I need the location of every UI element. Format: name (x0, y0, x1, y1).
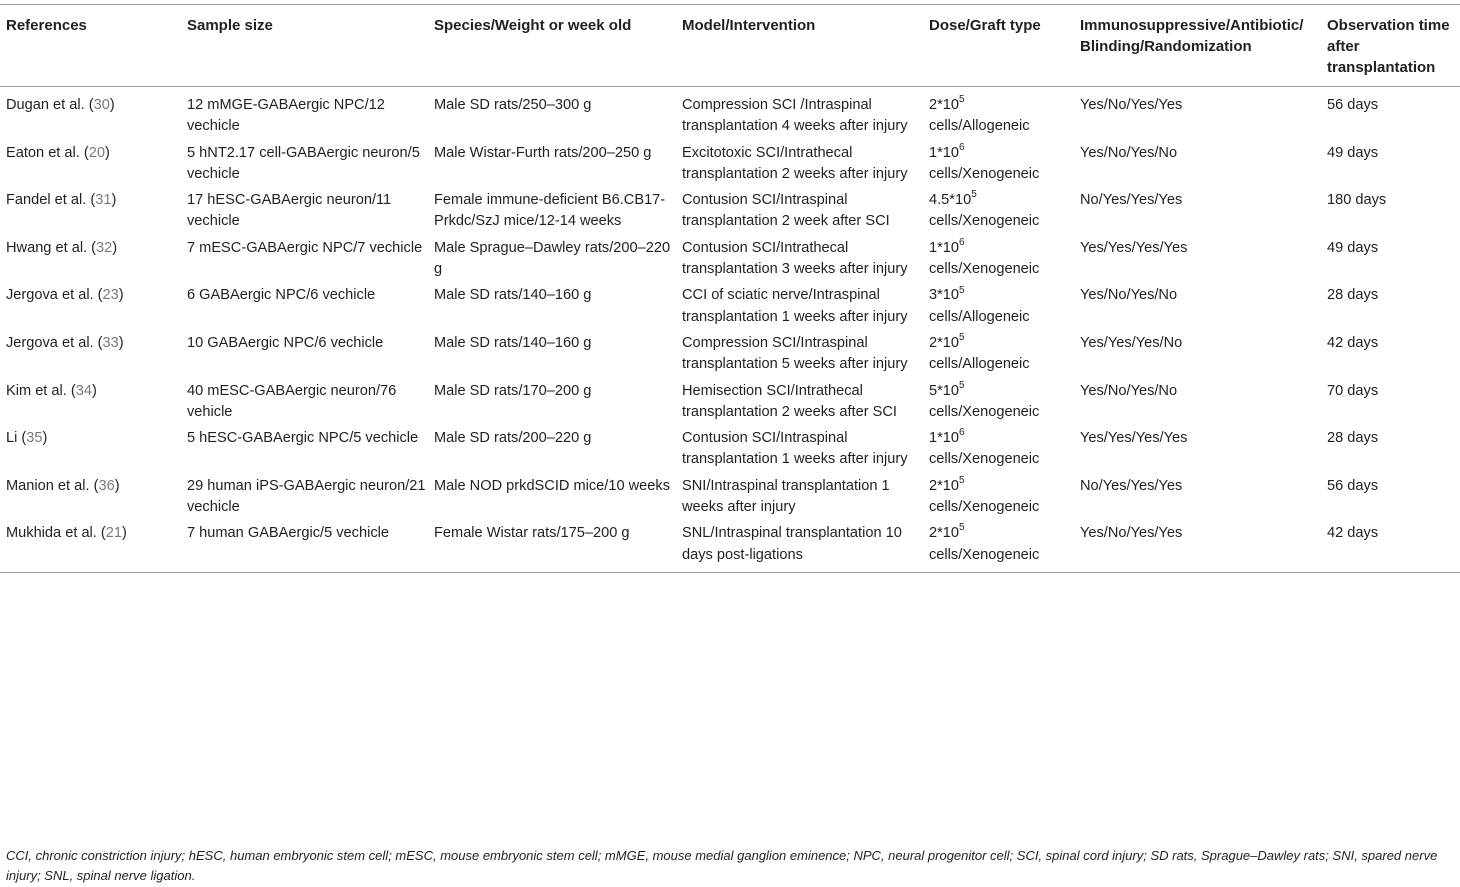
table-row (0, 285, 1460, 333)
dose-exponent: 5 (959, 284, 965, 296)
reference-number-link[interactable]: 32 (96, 239, 113, 256)
flags-cell: Yes/No/Yes/Yes (1080, 525, 1183, 542)
reference-number-link[interactable]: 20 (88, 144, 105, 161)
flags-cell: Yes/No/Yes/No (1080, 382, 1178, 399)
flags-cell: Yes/No/Yes/No (1080, 144, 1178, 161)
dose-base: 4.5*10 (929, 192, 972, 209)
reference-close: ) (104, 144, 110, 161)
table-row (0, 87, 1460, 143)
species-cell: Male SD rats/200–220 g (434, 430, 592, 447)
species-cell: Female Wistar rats/175–200 g (434, 525, 630, 542)
sample-size-cell: 6 GABAergic NPC/6 vechicle (187, 287, 376, 304)
reference-cell (0, 87, 181, 143)
dose-cell (923, 87, 1074, 143)
graft-type: cells/Xenogeneic (929, 499, 1040, 516)
reference-number-link[interactable]: 30 (93, 97, 110, 113)
reference-author: Fandel et al. ( (6, 192, 96, 209)
header-model: Model/Intervention (682, 17, 816, 34)
dose-cell (923, 476, 1074, 524)
model-cell: Contusion SCI/Intraspinal transplantation 1 weeks after injury (682, 430, 908, 468)
dose-exponent: 6 (959, 236, 965, 248)
observation-time-cell: 70 days (1327, 382, 1379, 399)
flags-cell: Yes/Yes/Yes/Yes (1080, 430, 1188, 447)
table-row (0, 143, 1460, 191)
reference-close: ) (111, 192, 117, 209)
reference-number-link[interactable]: 21 (105, 525, 123, 542)
table-footnote: CCI, chronic constriction injury; hESC, human embryonic stem cell; mESC, mouse embryonic stem cell; mMGE, mouse medial ganglion eminence; NPC, neural progenitor cell; SCI, spinal cord injury; SD rats, Sprague–Dawley rats; SNI, spared nerve injury; SNL, spinal nerve ligation. (6, 848, 1438, 883)
sample-size-cell: 40 mESC-GABAergic neuron/76 vehicle (187, 382, 397, 420)
dose-cell (923, 381, 1074, 429)
species-cell: Male SD rats/170–200 g (434, 382, 592, 399)
dose-exponent: 6 (959, 141, 965, 153)
reference-author: Dugan et al. ( (6, 97, 94, 113)
dose-cell (923, 143, 1074, 191)
graft-type: cells/Xenogeneic (929, 165, 1040, 182)
reference-author: Kim et al. ( (6, 382, 76, 399)
flags-cell: No/Yes/Yes/Yes (1080, 192, 1183, 209)
reference-number-link[interactable]: 23 (102, 287, 119, 304)
flags-cell: No/Yes/Yes/Yes (1080, 477, 1183, 494)
sample-size-cell: 17 hESC-GABAergic neuron/11 vechicle (187, 192, 392, 230)
species-cell: Male SD rats/140–160 g (434, 287, 592, 304)
reference-author: Eaton et al. ( (6, 144, 89, 161)
dose-base: 2*10 (929, 477, 960, 494)
table-header (0, 5, 1460, 87)
sample-size-cell: 29 human iPS-GABAergic neuron/21 vechicle (187, 477, 426, 516)
reference-cell (0, 428, 181, 476)
reference-cell (0, 523, 181, 572)
reference-author: Jergova et al. ( (6, 287, 103, 304)
table-row (0, 476, 1460, 524)
reference-close: ) (122, 525, 127, 542)
reference-close: ) (118, 334, 124, 351)
reference-cell (0, 143, 181, 191)
dose-base: 1*10 (929, 144, 960, 161)
model-cell: Compression SCI /Intraspinal transplantation 4 weeks after injury (682, 97, 908, 135)
observation-time-cell: 28 days (1327, 287, 1379, 304)
reference-author: Mukhida et al. ( (6, 525, 106, 542)
table-row (0, 238, 1460, 286)
reference-cell (0, 285, 181, 333)
dose-base: 2*10 (929, 97, 960, 113)
dose-cell (923, 428, 1074, 476)
header-row (0, 5, 1460, 87)
observation-time-cell: 56 days (1327, 97, 1379, 113)
dose-cell (923, 190, 1074, 238)
table-row (0, 428, 1460, 476)
model-cell: Hemisection SCI/Intrathecal transplantation 2 weeks after SCI (682, 382, 897, 420)
observation-time-cell: 28 days (1327, 430, 1379, 447)
species-cell: Male NOD prkdSCID mice/10 weeks (434, 477, 671, 494)
reference-author: Li ( (6, 430, 27, 447)
model-cell: Compression SCI/Intraspinal transplantation 5 weeks after injury (682, 334, 908, 373)
dose-base: 2*10 (929, 334, 960, 351)
dose-exponent: 6 (959, 427, 965, 439)
table-row (0, 523, 1460, 572)
observation-time-cell: 42 days (1327, 334, 1379, 351)
observation-time-cell: 49 days (1327, 239, 1379, 256)
species-cell: Male SD rats/140–160 g (434, 334, 592, 351)
graft-type: cells/Xenogeneic (929, 403, 1040, 420)
sample-size-cell: 7 human GABAergic/5 vechicle (187, 525, 389, 542)
species-cell: Female immune-deficient B6.CB17-Prkdc/SzJ mice/12-14 weeks (434, 192, 666, 230)
observation-time-cell: 56 days (1327, 477, 1379, 494)
reference-number-link[interactable]: 35 (26, 430, 43, 447)
sample-size-cell: 7 mESC-GABAergic NPC/7 vechicle (187, 239, 423, 256)
reference-cell (0, 333, 181, 381)
table-row (0, 381, 1460, 429)
reference-author: Manion et al. ( (6, 477, 99, 494)
reference-close: ) (91, 382, 97, 399)
reference-number-link[interactable]: 34 (75, 382, 92, 399)
header-sample-size: Sample size (187, 17, 273, 34)
dose-base: 1*10 (929, 239, 960, 256)
model-cell: Contusion SCI/Intrathecal transplantation 3 weeks after injury (682, 239, 908, 278)
reference-close: ) (109, 97, 115, 113)
sample-size-cell: 12 mMGE-GABAergic NPC/12 vechicle (187, 97, 385, 135)
reference-cell (0, 238, 181, 286)
dose-exponent: 5 (959, 332, 965, 344)
header-species: Species/Weight or week old (434, 17, 632, 34)
graft-type: cells/Xenogeneic (929, 546, 1040, 563)
graft-type: cells/Allogeneic (929, 308, 1030, 325)
species-cell: Male Sprague–Dawley rats/200–220 g (434, 239, 671, 278)
graft-type: cells/Xenogeneic (929, 261, 1040, 278)
species-cell: Male Wistar-Furth rats/200–250 g (434, 144, 652, 161)
observation-time-cell: 180 days (1327, 192, 1387, 209)
reference-cell (0, 476, 181, 524)
reference-number-link[interactable]: 36 (98, 477, 115, 494)
observation-time-cell: 49 days (1327, 144, 1379, 161)
observation-time-cell: 42 days (1327, 525, 1379, 542)
graft-type: cells/Xenogeneic (929, 451, 1040, 468)
study-table (0, 4, 1460, 573)
model-cell: Contusion SCI/Intraspinal transplantation 2 week after SCI (682, 192, 890, 230)
header-observation-time: Observation time after transplantation (1327, 17, 1450, 76)
flags-cell: Yes/Yes/Yes/Yes (1080, 239, 1188, 256)
graft-type: cells/Allogeneic (929, 118, 1030, 135)
reference-number-link[interactable]: 33 (102, 334, 119, 351)
table-body (0, 87, 1460, 573)
flags-cell: Yes/Yes/Yes/No (1080, 334, 1183, 351)
sample-size-cell: 5 hNT2.17 cell-GABAergic neuron/5 vechicle (187, 144, 420, 182)
dose-cell (923, 333, 1074, 381)
reference-close: ) (112, 239, 118, 256)
dose-exponent: 5 (959, 522, 965, 534)
dose-base: 5*10 (929, 382, 960, 399)
model-cell: SNI/Intraspinal transplantation 1 weeks after injury (682, 477, 890, 516)
header-flags: Immunosuppressive/Antibiotic/ Blinding/Randomization (1080, 17, 1304, 55)
sample-size-cell: 5 hESC-GABAergic NPC/5 vechicle (187, 430, 419, 447)
reference-cell (0, 190, 181, 238)
reference-close: ) (42, 430, 48, 447)
reference-author: Jergova et al. ( (6, 334, 103, 351)
model-cell: SNL/Intraspinal transplantation 10 days post-ligations (682, 525, 902, 563)
dose-exponent: 5 (971, 189, 977, 201)
flags-cell: Yes/No/Yes/Yes (1080, 97, 1183, 113)
reference-number-link[interactable]: 31 (95, 192, 112, 209)
reference-author: Hwang et al. ( (6, 239, 97, 256)
table-row (0, 333, 1460, 381)
sample-size-cell: 10 GABAergic NPC/6 vechicle (187, 334, 384, 351)
dose-exponent: 5 (959, 379, 965, 391)
graft-type: cells/Allogeneic (929, 356, 1030, 373)
dose-cell (923, 285, 1074, 333)
dose-base: 1*10 (929, 430, 960, 447)
species-cell: Male SD rats/250–300 g (434, 97, 592, 113)
dose-cell (923, 238, 1074, 286)
graft-type: cells/Xenogeneic (929, 213, 1040, 230)
reference-close: ) (114, 477, 120, 494)
reference-cell (0, 381, 181, 429)
model-cell: CCI of sciatic nerve/Intraspinal transplantation 1 weeks after injury (682, 287, 908, 325)
dose-exponent: 5 (959, 94, 965, 106)
header-references: References (6, 17, 87, 34)
reference-close: ) (118, 287, 124, 304)
dose-cell (923, 523, 1074, 572)
model-cell: Excitotoxic SCI/Intrathecal transplantation 2 weeks after injury (682, 144, 908, 182)
header-dose: Dose/Graft type (929, 17, 1041, 34)
table-row (0, 190, 1460, 238)
flags-cell: Yes/No/Yes/No (1080, 287, 1178, 304)
dose-base: 2*10 (929, 525, 960, 542)
dose-exponent: 5 (959, 474, 965, 486)
dose-base: 3*10 (929, 287, 960, 304)
